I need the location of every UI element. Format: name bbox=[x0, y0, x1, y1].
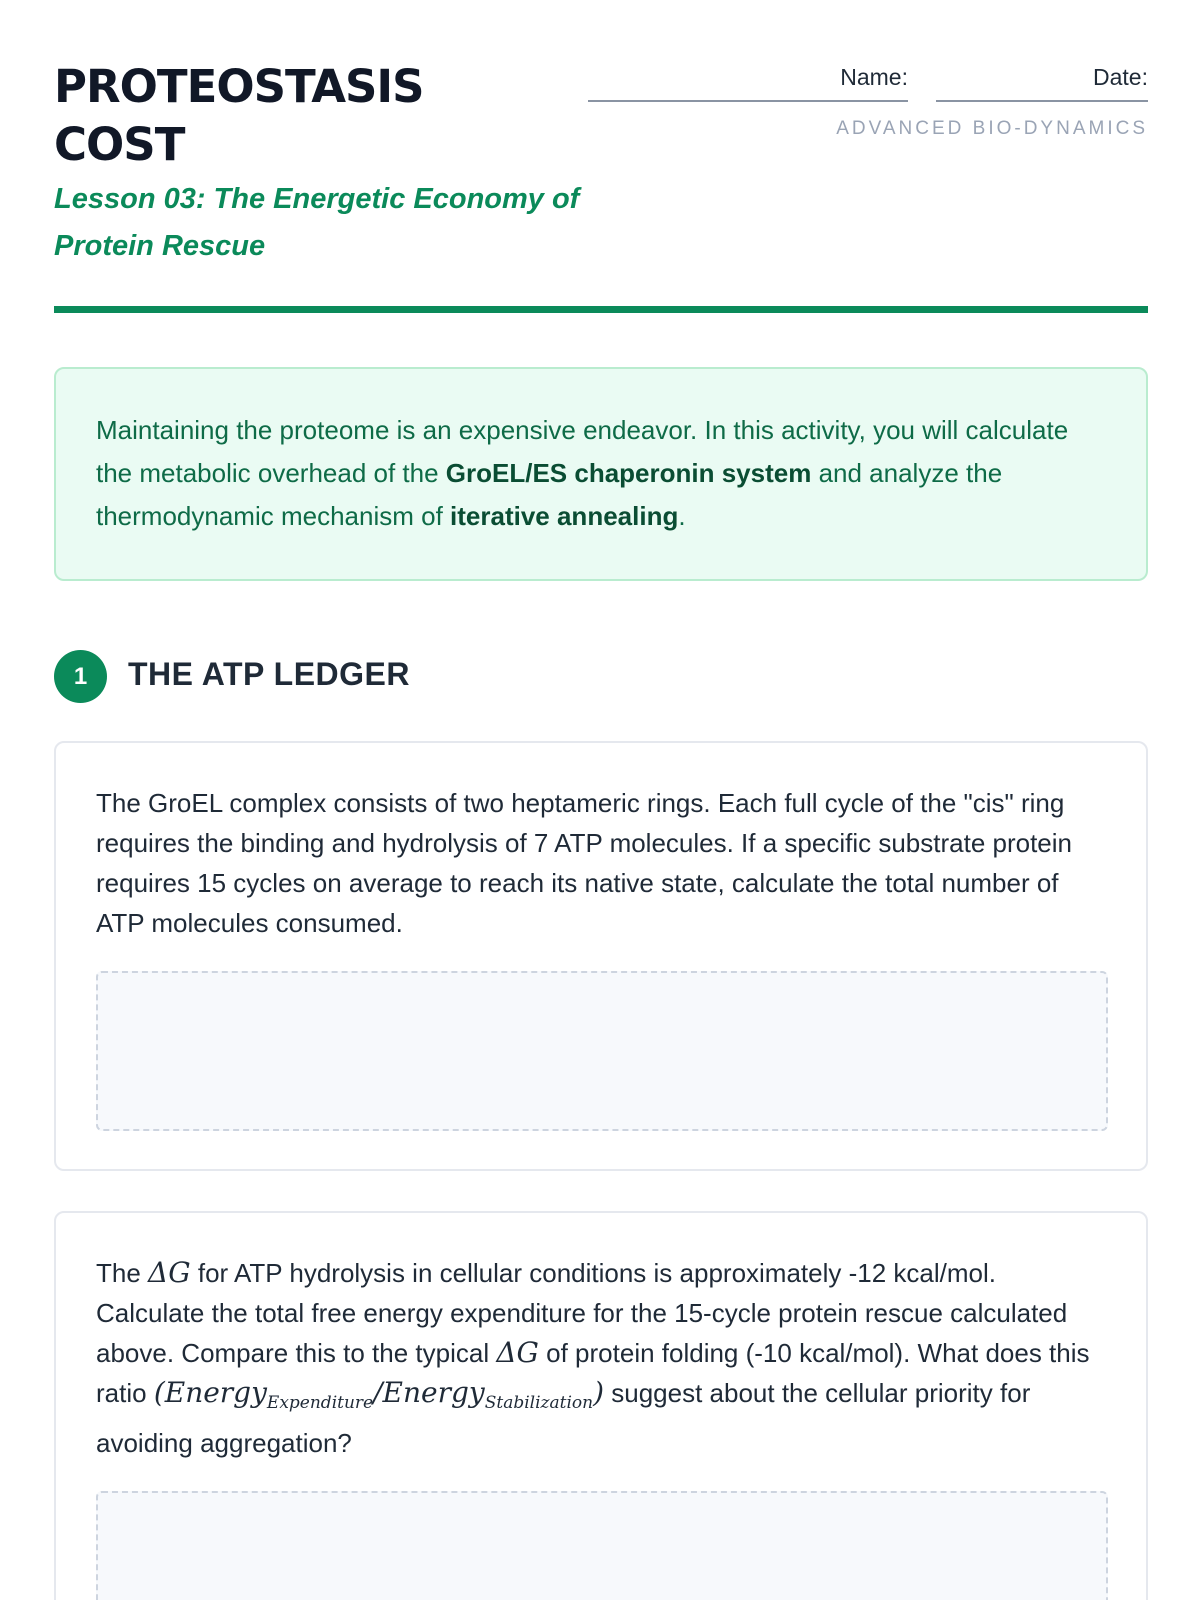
date-label: Date: bbox=[1093, 64, 1148, 90]
name-label: Name: bbox=[840, 64, 908, 90]
course-label: ADVANCED BIO-DYNAMICS bbox=[836, 118, 1148, 139]
formula-energy: Energy bbox=[382, 1376, 485, 1409]
name-field[interactable] bbox=[588, 60, 908, 102]
formula-paren: ) bbox=[593, 1376, 605, 1409]
student-meta bbox=[588, 58, 1148, 208]
intro-text-3: . bbox=[678, 501, 686, 531]
section-number-badge: 1 bbox=[54, 650, 107, 703]
formula-slash: / bbox=[373, 1376, 383, 1409]
delta-g-symbol: ΔG bbox=[148, 1256, 191, 1289]
question-text: The GroEL complex consists of two heptameric rings. Each full cycle of the "cis" ring requires the binding and hydrolysis of 7 ATP molecules. If a specific substrate protein requires 15 cycles on average to reach its native state, calculate the total number of ATP molecules consumed. bbox=[96, 788, 1073, 938]
formula-subscript: Expenditure bbox=[266, 1393, 374, 1413]
section-title: THE ATP LEDGER bbox=[128, 656, 410, 692]
lesson-subtitle: Lesson 03: The Energetic Economy of Protein Rescue bbox=[54, 183, 580, 262]
energy-ratio-formula bbox=[153, 1376, 605, 1413]
answer-box[interactable] bbox=[96, 971, 1108, 1131]
question-text-part: suggest about the cellular priority for avoiding aggregation? bbox=[96, 1378, 1031, 1458]
delta-g-symbol: ΔG bbox=[496, 1336, 539, 1369]
formula-paren: ( bbox=[153, 1376, 165, 1409]
question-text-part: of protein folding (-10 kcal/mol). What does this ratio bbox=[96, 1338, 1090, 1408]
intro-callout bbox=[54, 367, 1148, 581]
question-text bbox=[96, 1253, 1106, 1463]
question-card bbox=[54, 1211, 1148, 1600]
question-text-part: The bbox=[96, 1258, 149, 1288]
formula-subscript: Stabilization bbox=[484, 1393, 594, 1413]
intro-bold-2: iterative annealing bbox=[450, 501, 679, 531]
intro-bold-1: GroEL/ES chaperonin system bbox=[445, 458, 812, 488]
question-card bbox=[54, 741, 1148, 1171]
question-text-part: for ATP hydrolysis in cellular conditions is approximately -12 kcal/mol. Calculate the total free energy expenditure for the 15-cycle protein rescue calculated above. Compare this to the typical bbox=[96, 1258, 1068, 1368]
intro-text-1: Maintaining the proteome is an expensive endeavor. In this activity, you will calculate the metabolic overhead of the bbox=[96, 415, 1069, 488]
formula-energy: Energy bbox=[164, 1376, 267, 1409]
header-divider bbox=[54, 306, 1148, 313]
intro-text-2: and analyze the thermodynamic mechanism of bbox=[96, 458, 1003, 531]
date-field[interactable] bbox=[936, 60, 1148, 102]
page-title: PROTEOSTASIS COST bbox=[54, 60, 424, 171]
section-header bbox=[54, 650, 754, 704]
worksheet-header bbox=[54, 58, 1148, 318]
answer-box[interactable] bbox=[96, 1491, 1108, 1600]
